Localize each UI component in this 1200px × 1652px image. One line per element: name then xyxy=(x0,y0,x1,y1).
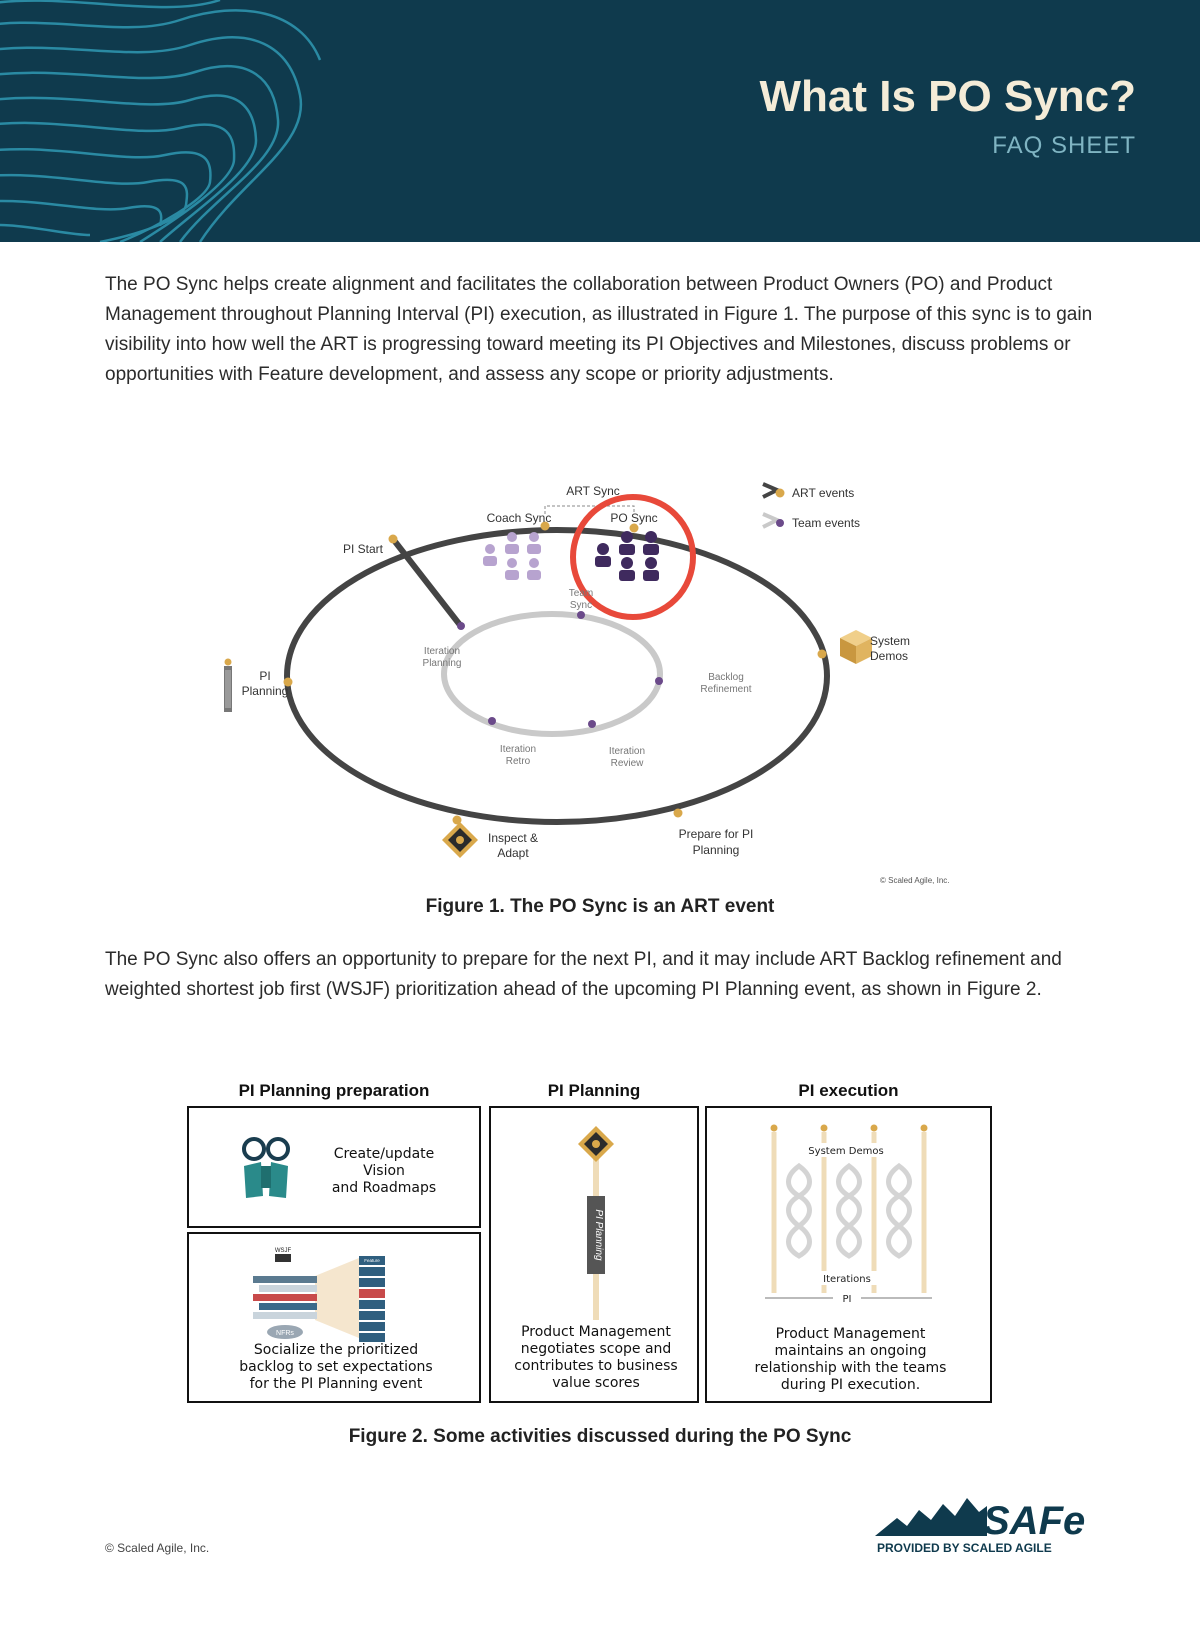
mountains-icon xyxy=(875,1498,987,1536)
pi-label: PI xyxy=(842,1294,852,1305)
pi-start-connector xyxy=(393,539,460,625)
iterations-label: Iterations xyxy=(823,1274,871,1285)
team-events-legend-dot xyxy=(776,519,784,527)
column-heading-execution: PI execution xyxy=(798,1081,899,1100)
page-subtitle: FAQ SHEET xyxy=(992,132,1136,159)
team-events-legend-chevron xyxy=(763,514,777,527)
iteration-planning-dot xyxy=(457,622,465,630)
intro-paragraph: The PO Sync helps create alignment and facilitates the collaboration between Product Owners (PO) and Product Management throughout Planning Interval (PI) execution, as illustrated in Figure 1. The purpose of this sync is to gain visibility into how well the ART is progressing toward meeting its PI Objectives and Milestones, discuss problems or opportunities with Feature development, and assess any scope or priority adjustments. xyxy=(105,274,1093,385)
page-title: What Is PO Sync? xyxy=(759,72,1136,121)
prep-vision-box xyxy=(187,1106,481,1228)
prep-backlog-line1: Socialize the prioritized xyxy=(253,1342,419,1358)
prepare-pi-label-line2: Planning xyxy=(692,843,740,857)
iteration-review-dot xyxy=(588,720,596,728)
nfrs-label: NFRs xyxy=(276,1330,294,1337)
team-sync-dot xyxy=(577,611,585,619)
iteration-retro-label-line1: Iteration xyxy=(499,744,537,755)
pi-execution-graphic xyxy=(707,1108,994,1308)
figure1-art-events-diagram xyxy=(200,470,1000,890)
art-loop xyxy=(287,530,827,822)
logo-wordmark: SAFe xyxy=(983,1499,1086,1543)
system-demos-label-line1: System xyxy=(870,634,911,648)
planning-line2: negotiates scope and xyxy=(520,1341,672,1357)
execution-line1: Product Management xyxy=(775,1326,926,1342)
backlog-refinement-dot xyxy=(655,677,663,685)
column-heading-planning: PI Planning xyxy=(547,1081,641,1100)
art-events-legend-dot xyxy=(776,489,785,498)
footer-copyright: © Scaled Agile, Inc. xyxy=(105,1541,210,1555)
figure1-copyright: © Scaled Agile, Inc. xyxy=(880,876,950,885)
feature-card-label: Feature xyxy=(364,1258,380,1263)
coach-sync-people-icon xyxy=(483,532,541,580)
figure2-caption: Figure 2. Some activities discussed during the PO Sync xyxy=(348,1426,852,1447)
iteration-planning-label-line1: Iteration xyxy=(423,646,461,657)
second-paragraph: The PO Sync also offers an opportunity to prepare for the next PI, and it may include ART Backlog refinement and weighted shortest job first (WSJF) prioritization ahead of the upcoming PI Planning event, as shown in Figure 2. xyxy=(105,949,1062,1000)
iteration-retro-label-line2: Retro xyxy=(505,756,531,767)
wsjf-label: WSJF xyxy=(274,1248,292,1254)
iteration-planning-label-line2: Planning xyxy=(422,658,462,669)
topographic-waves-graphic xyxy=(0,0,330,242)
execution-line3: relationship with the teams xyxy=(754,1360,947,1376)
planning-line3: contributes to business xyxy=(514,1358,678,1374)
prepare-pi-label-line1: Prepare for PI xyxy=(678,827,754,841)
team-loop xyxy=(444,614,660,734)
pi-planning-banner-text: PI Planning xyxy=(593,1209,604,1261)
prep-backlog-line3: for the PI Planning event xyxy=(249,1376,423,1392)
system-demos-box-icon xyxy=(840,630,872,664)
wsjf-tag xyxy=(275,1254,291,1262)
pi-planning-banner-graphic xyxy=(566,1120,626,1320)
po-sync-people-icon xyxy=(595,531,659,581)
logo-tagline: PROVIDED BY SCALED AGILE xyxy=(877,1541,1052,1555)
header-banner xyxy=(0,0,1200,242)
po-sync-label: PO Sync xyxy=(610,511,658,525)
iteration-review-label-line1: Iteration xyxy=(608,746,646,757)
prep-vision-line1: Create/update xyxy=(333,1146,435,1162)
pi-planning-banner-icon xyxy=(224,659,232,713)
execution-line2: maintains an ongoing xyxy=(774,1343,927,1359)
wsjf-backlog-graphic xyxy=(253,1246,423,1346)
backlog-refinement-label-line2: Refinement xyxy=(700,684,752,695)
planning-line4: value scores xyxy=(552,1375,640,1391)
inspect-adapt-icon xyxy=(442,822,478,858)
execution-line4: during PI execution. xyxy=(780,1377,921,1393)
backlog-refinement-label-line1: Backlog xyxy=(708,672,744,683)
pi-planning-box xyxy=(489,1106,699,1403)
prep-vision-line2: Vision xyxy=(363,1163,405,1179)
system-demos-label-line2: Demos xyxy=(870,649,909,663)
pi-start-label: PI Start xyxy=(343,542,384,556)
binoculars-icon xyxy=(241,1136,291,1202)
legend-team-events: Team events xyxy=(792,516,861,530)
art-events-legend-chevron xyxy=(763,484,777,497)
figure1-caption: Figure 1. The PO Sync is an ART event xyxy=(425,896,775,917)
pi-planning-label-line1: PI xyxy=(259,669,271,683)
prepare-pi-dot xyxy=(674,809,683,818)
inspect-adapt-label-line1: Inspect & xyxy=(487,831,539,845)
system-demos-dot xyxy=(818,650,827,659)
pi-start-dot xyxy=(389,535,398,544)
pi-planning-label-line2: Planning xyxy=(241,684,289,698)
prep-backlog-box xyxy=(187,1232,481,1403)
team-sync-label-line2: Sync xyxy=(569,600,593,611)
legend xyxy=(763,484,860,530)
art-sync-label: ART Sync xyxy=(566,484,620,498)
iteration-review-label-line2: Review xyxy=(610,758,644,769)
system-demos-label: System Demos xyxy=(808,1146,884,1157)
inspect-adapt-label-line2: Adapt xyxy=(497,846,529,860)
pi-execution-box xyxy=(705,1106,992,1403)
iteration-retro-dot xyxy=(488,717,496,725)
prep-backlog-line2: backlog to set expectations xyxy=(239,1359,433,1375)
team-sync-label-line1: Team xyxy=(568,588,594,599)
planning-line1: Product Management xyxy=(521,1324,671,1340)
column-heading-prep: PI Planning preparation xyxy=(238,1081,430,1100)
safe-logo xyxy=(875,1484,1095,1556)
coach-sync-label: Coach Sync xyxy=(486,511,552,525)
legend-art-events: ART events xyxy=(792,486,855,500)
prep-vision-line3: and Roadmaps xyxy=(331,1180,437,1196)
